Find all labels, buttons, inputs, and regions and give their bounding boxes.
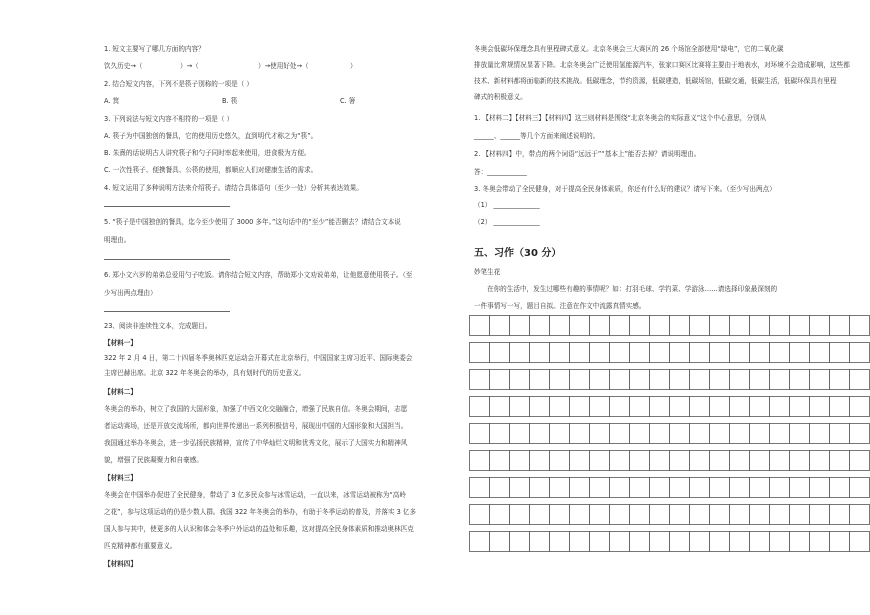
question-3-option-c: C. 一次性筷子、便携餐具、公筷的使用，都顺应人们对健康生活的需求。 — [104, 166, 318, 174]
grid-cell — [750, 451, 770, 471]
grid-cell — [770, 370, 790, 390]
grid-cell — [510, 424, 530, 444]
question-5-line-2: 明理由。 — [104, 236, 131, 244]
grid-cell — [730, 424, 750, 444]
right-question-3: 3. 冬奥会带动了全民健身，对于提高全民身体素质，你还有什么好的建议？请写下来。（至少写出两点） — [474, 185, 776, 193]
grid-cell — [550, 370, 570, 390]
grid-cell — [730, 343, 750, 363]
grid-cell — [590, 424, 610, 444]
grid-cell — [490, 370, 510, 390]
grid-cell — [710, 316, 730, 336]
grid-cell — [690, 370, 710, 390]
grid-cell — [550, 532, 570, 552]
grid-cell — [850, 370, 870, 390]
grid-cell — [530, 478, 550, 498]
composition-prompt-line-2: 一件事情写一写，题目自拟。注意在作文中流露真情实感。 — [474, 302, 646, 310]
grid-cell — [670, 451, 690, 471]
grid-cell — [530, 505, 550, 525]
question-1: 1. 短文主要写了哪几方面的内容？ — [104, 45, 205, 53]
grid-cell — [530, 532, 550, 552]
grid-cell — [690, 532, 710, 552]
grid-cell — [850, 424, 870, 444]
grid-cell — [830, 478, 850, 498]
grid-cell — [730, 505, 750, 525]
grid-cell — [750, 316, 770, 336]
material-2-label: 【材料二】 — [104, 388, 137, 396]
section-5-heading: 五、习作（30 分） — [474, 248, 562, 259]
grid-cell — [510, 451, 530, 471]
grid-cell — [730, 316, 750, 336]
grid-cell — [610, 370, 630, 390]
grid-cell — [710, 397, 730, 417]
composition-writing-grid — [469, 315, 870, 559]
grid-cell — [650, 505, 670, 525]
answer-line-4 — [104, 206, 230, 207]
grid-cell — [830, 505, 850, 525]
grid-cell — [690, 478, 710, 498]
grid-cell — [750, 343, 770, 363]
grid-cell — [690, 505, 710, 525]
grid-cell — [570, 424, 590, 444]
grid-cell — [750, 397, 770, 417]
grid-cell — [810, 316, 830, 336]
answer-line-6 — [104, 311, 230, 312]
grid-cell — [490, 451, 510, 471]
grid-cell — [810, 343, 830, 363]
grid-cell — [670, 343, 690, 363]
grid-cell — [650, 397, 670, 417]
material-3-line-2: 之花”，参与这项运动的仍是少数人群。我国 322 年冬奥会的举办，有助于冬季运动的普及，并落实 3 亿多 — [104, 508, 417, 516]
grid-cell — [790, 478, 810, 498]
question-3-option-b: B. 朱熹的话说明古人讲究筷子和勺子同时率起来使用，进食极为方便。 — [104, 149, 311, 157]
grid-cell — [810, 532, 830, 552]
grid-cell — [590, 316, 610, 336]
material-1-line-1: 322 年 2 月 4 日，第二十四届冬季奥林匹克运动会开幕式在北京举行，中国国家主席习近平、国际奥委会 — [104, 354, 413, 362]
answer-line-5 — [104, 259, 230, 260]
grid-cell — [650, 451, 670, 471]
grid-cell — [810, 505, 830, 525]
grid-cell — [570, 370, 590, 390]
material-4-label: 【材料四】 — [104, 560, 137, 568]
grid-cell — [470, 532, 490, 552]
grid-cell — [710, 343, 730, 363]
grid-cell — [850, 316, 870, 336]
grid-cell — [790, 505, 810, 525]
grid-cell — [750, 424, 770, 444]
grid-cell — [470, 478, 490, 498]
grid-cell — [630, 397, 650, 417]
grid-cell — [650, 424, 670, 444]
grid-cell — [850, 397, 870, 417]
grid-cell — [590, 343, 610, 363]
grid-cell — [610, 343, 630, 363]
grid-cell — [810, 397, 830, 417]
grid-cell — [530, 424, 550, 444]
grid-cell — [570, 505, 590, 525]
grid-cell — [850, 478, 870, 498]
right-question-3-answer-1: （1） ______________ — [474, 201, 540, 209]
grid-cell — [550, 343, 570, 363]
grid-cell — [790, 424, 810, 444]
grid-cell — [510, 370, 530, 390]
grid-cell — [650, 316, 670, 336]
grid-cell — [750, 505, 770, 525]
grid-cell — [790, 343, 810, 363]
grid-cell — [510, 505, 530, 525]
grid-cell — [630, 478, 650, 498]
grid-cell — [590, 370, 610, 390]
grid-cell — [470, 451, 490, 471]
grid-cell — [550, 478, 570, 498]
grid-cell — [530, 397, 550, 417]
grid-cell — [670, 424, 690, 444]
grid-cell — [790, 370, 810, 390]
question-2-option-b: B. 筷 — [222, 97, 238, 105]
grid-cell — [590, 451, 610, 471]
grid-cell — [610, 397, 630, 417]
grid-cell — [630, 505, 650, 525]
material-4-line-1: 冬奥会低碳环保理念具有里程碑式意义。北京冬奥会三大赛区的 26 个场馆全部使用“绿电”，它的二氧化碳 — [474, 45, 784, 53]
grid-cell — [770, 478, 790, 498]
grid-cell — [490, 424, 510, 444]
material-4-line-3: 技术、新材料都将面临新的技术挑战。低碳理念，节约资源，低碳建造，低碳场馆，低碳交通，低碳生活，低碳环保具有里程 — [474, 77, 837, 85]
grid-cell — [490, 397, 510, 417]
composition-prompt-line-1: 在你的生活中，发生过哪些有趣的事情呢？如：打羽毛球、学钓菜、学游泳……请选择印象最深刻的 — [487, 285, 778, 293]
grid-cell — [850, 532, 870, 552]
grid-cell — [770, 343, 790, 363]
question-4: 4. 短文运用了多种说明方法来介绍筷子。请结合具体语句（至少一处）分析其表达效果。 — [104, 184, 363, 192]
material-2-line-3: 我国通过举办冬奥会，进一步弘扬民族精神，宣传了中华灿烂文明和优秀文化，展示了大国实力和精神风 — [104, 439, 408, 447]
grid-cell — [590, 478, 610, 498]
grid-cell — [490, 343, 510, 363]
grid-cell — [610, 316, 630, 336]
grid-cell — [670, 370, 690, 390]
grid-cell — [850, 505, 870, 525]
material-2-line-4: 貌，增强了民族凝聚力和自豪感。 — [104, 456, 203, 464]
grid-cell — [570, 532, 590, 552]
material-3-line-1: 冬奥会在中国举办促进了全民健身，带动了 3 亿多民众参与冰雪运动，一直以来，冰雪运动被称为“高岭 — [104, 491, 406, 499]
grid-cell — [550, 397, 570, 417]
grid-cell — [710, 424, 730, 444]
grid-cell — [470, 424, 490, 444]
grid-cell — [550, 424, 570, 444]
grid-cell — [850, 451, 870, 471]
question-2: 2. 结合短文内容，下列不是筷子别称的一项是（ ） — [104, 80, 253, 88]
question-3: 3. 下列说法与短文内容不相符的一项是（ ） — [104, 115, 234, 123]
grid-cell — [550, 316, 570, 336]
grid-cell — [630, 343, 650, 363]
right-question-2: 2. 【材料四】中，带点的两个词语“远远于”“基本上”能否去掉？请说明理由。 — [474, 150, 701, 158]
grid-cell — [510, 532, 530, 552]
grid-cell — [810, 370, 830, 390]
material-1-line-2: 主席巴赫出席。北京 322 年冬奥会的举办，具有划时代的历史意义。 — [104, 369, 306, 377]
grid-cell — [830, 424, 850, 444]
grid-cell — [470, 343, 490, 363]
grid-cell — [510, 343, 530, 363]
grid-cell — [630, 424, 650, 444]
grid-cell — [730, 451, 750, 471]
grid-cell — [790, 451, 810, 471]
grid-cell — [770, 532, 790, 552]
grid-cell — [670, 478, 690, 498]
grid-cell — [690, 451, 710, 471]
grid-cell — [710, 478, 730, 498]
grid-cell — [470, 505, 490, 525]
grid-cell — [770, 424, 790, 444]
right-question-2-answer: 答：____________ — [474, 168, 527, 176]
grid-cell — [470, 370, 490, 390]
question-2-option-a: A. 箕 — [104, 97, 120, 105]
grid-cell — [710, 370, 730, 390]
grid-cell — [730, 532, 750, 552]
grid-cell — [570, 397, 590, 417]
grid-cell — [490, 532, 510, 552]
grid-cell — [570, 343, 590, 363]
material-4-line-2: 排放量比常规情况显著下降。北京冬奥会广泛使用氢能源汽车，张家口赛区比赛将主要由于地表水，对环境不会造成影响，这些都 — [474, 61, 850, 69]
grid-cell — [830, 532, 850, 552]
grid-cell — [650, 532, 670, 552]
grid-cell — [510, 316, 530, 336]
grid-cell — [590, 397, 610, 417]
composition-title: 妙笔生花 — [474, 268, 501, 276]
grid-cell — [730, 478, 750, 498]
material-3-line-3: 国人参与其中，使更多的人认识和体会冬季户外运动的益处和乐趣，这对提高全民身体素质和推动奥林匹克 — [104, 525, 414, 533]
grid-cell — [710, 532, 730, 552]
grid-cell — [690, 424, 710, 444]
grid-cell — [590, 532, 610, 552]
grid-cell — [770, 451, 790, 471]
grid-cell — [770, 397, 790, 417]
grid-cell — [830, 451, 850, 471]
grid-cell — [490, 316, 510, 336]
grid-cell — [550, 505, 570, 525]
grid-cell — [570, 451, 590, 471]
grid-cell — [810, 478, 830, 498]
grid-cell — [570, 478, 590, 498]
question-3-option-a: A. 筷子为中国独创的餐具，它的使用历史悠久，直到明代才称之为“筷”。 — [104, 132, 318, 140]
question-5-line-1: 5. “筷子是中国独创的餐具，迄今至少使用了 3000 多年。”这句话中的“至少”能否删去？请结合文本说 — [104, 218, 401, 226]
grid-cell — [750, 478, 770, 498]
grid-cell — [470, 316, 490, 336]
grid-cell — [830, 316, 850, 336]
grid-cell — [470, 397, 490, 417]
grid-cell — [630, 451, 650, 471]
question-2-option-c: C. 箸 — [340, 97, 356, 105]
material-1-label: 【材料一】 — [104, 339, 137, 347]
grid-cell — [610, 505, 630, 525]
grid-cell — [650, 370, 670, 390]
material-3-line-4: 匹克精神都有重要意义。 — [104, 542, 177, 550]
grid-cell — [490, 505, 510, 525]
question-6-line-1: 6. 郑小文六岁的弟弟总爱用勺子吃饭。请你结合短文内容，帮助郑小文劝说弟弟，让他愿意使用筷子。（至 — [104, 271, 413, 279]
grid-cell — [530, 316, 550, 336]
question-1-fill-b: ）→（ — [180, 62, 199, 70]
grid-cell — [830, 370, 850, 390]
grid-cell — [650, 343, 670, 363]
grid-cell — [690, 397, 710, 417]
material-4-line-4: 碑式的积极意义。 — [474, 93, 527, 101]
question-1-fill-a: 饮久历史→（ — [104, 62, 143, 70]
question-1-fill-c: ）→使用好处→（ — [258, 62, 309, 70]
grid-cell — [810, 424, 830, 444]
grid-cell — [690, 343, 710, 363]
grid-cell — [810, 451, 830, 471]
grid-cell — [670, 316, 690, 336]
grid-cell — [670, 532, 690, 552]
grid-cell — [550, 451, 570, 471]
grid-cell — [610, 451, 630, 471]
grid-cell — [670, 505, 690, 525]
grid-cell — [610, 424, 630, 444]
grid-cell — [530, 343, 550, 363]
grid-cell — [750, 532, 770, 552]
question-6-line-2: 少写出两点理由） — [104, 289, 157, 297]
grid-cell — [850, 343, 870, 363]
grid-cell — [830, 397, 850, 417]
grid-cell — [710, 505, 730, 525]
grid-cell — [770, 505, 790, 525]
grid-cell — [730, 397, 750, 417]
grid-cell — [790, 316, 810, 336]
grid-cell — [670, 397, 690, 417]
grid-cell — [650, 478, 670, 498]
grid-cell — [630, 532, 650, 552]
grid-cell — [510, 397, 530, 417]
right-question-3-answer-2: （2） ______________ — [474, 218, 540, 226]
grid-cell — [610, 532, 630, 552]
grid-cell — [790, 397, 810, 417]
grid-cell — [830, 343, 850, 363]
grid-cell — [630, 370, 650, 390]
right-question-1-line-2: ______、______等几个方面来阐述说明的。 — [474, 132, 600, 140]
grid-cell — [750, 370, 770, 390]
grid-cell — [710, 451, 730, 471]
grid-cell — [590, 505, 610, 525]
right-question-1-line-1: 1. 【材料二】【材料三】【材料四】这三则材料是围绕“北京冬奥会的实际意义”这个中心意思，分别从 — [474, 114, 767, 122]
grid-cell — [690, 316, 710, 336]
grid-cell — [570, 316, 590, 336]
grid-cell — [630, 316, 650, 336]
grid-cell — [790, 532, 810, 552]
grid-cell — [610, 478, 630, 498]
question-1-fill-d: ） — [350, 62, 357, 70]
material-2-line-2: 者运动赛场，还是开放交流场所，都向世界传递出一系列积极信号，展现出中国的大国形象和大国担当。 — [104, 422, 408, 430]
grid-cell — [530, 370, 550, 390]
material-2-line-1: 冬奥会的举办，树立了我国的大国形象，加强了中西文化交融融合，增强了民族自信。冬奥会期间，志愿 — [104, 405, 408, 413]
grid-cell — [530, 451, 550, 471]
grid-cell — [510, 478, 530, 498]
question-23: 23、阅读非连续性文本，完成题目。 — [104, 322, 212, 330]
material-3-label: 【材料三】 — [104, 474, 137, 482]
grid-cell — [730, 370, 750, 390]
grid-cell — [770, 316, 790, 336]
grid-cell — [490, 478, 510, 498]
